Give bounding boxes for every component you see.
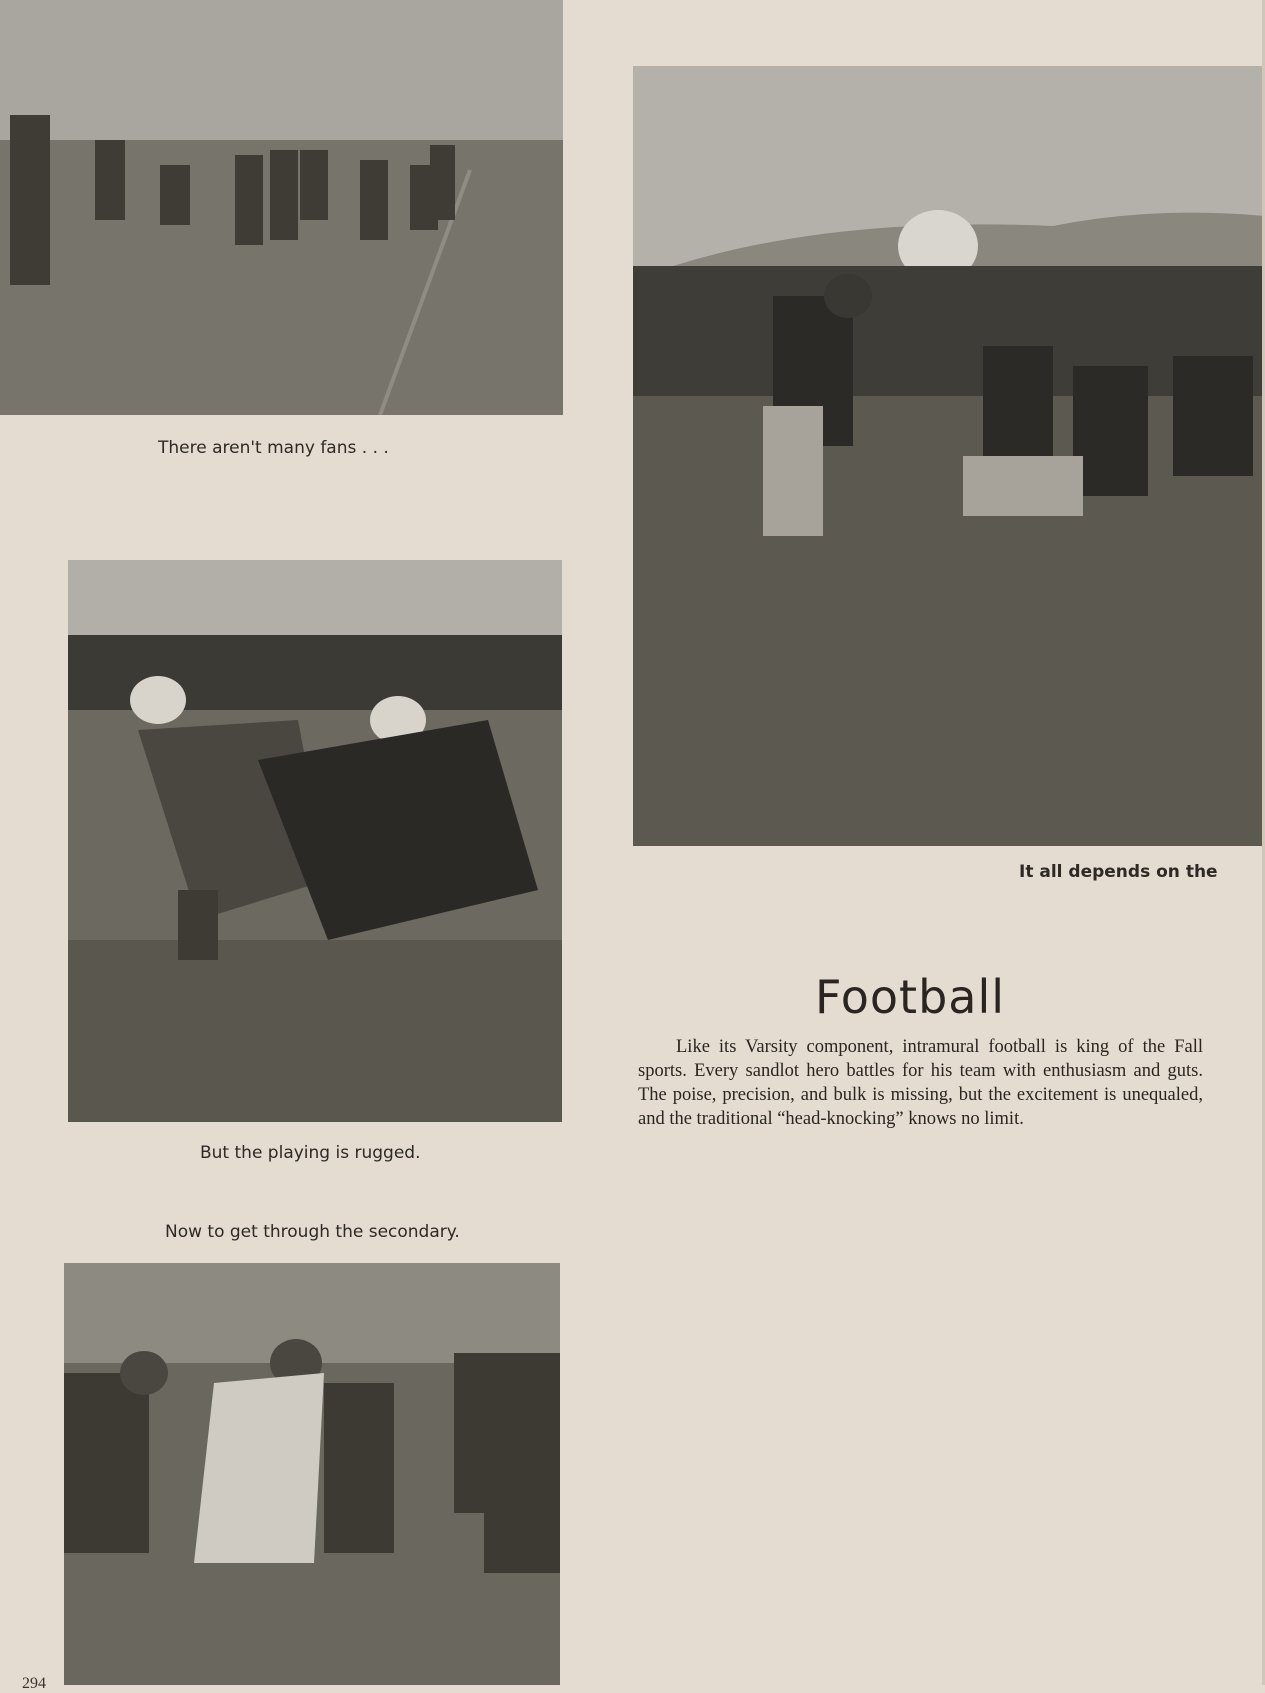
dome-game-photo xyxy=(633,66,1265,846)
photo-depends xyxy=(633,66,1265,846)
article-body: Like its Varsity component, intramural football is king of the Fall sports. Every sandlot hero battles for his team with enthusiasm and guts. The poise, precision, and bulk is missing, but the excitement is unequaled, and the traditional “head-knocking” knows no limit. xyxy=(638,1037,1203,1129)
football-lineup-photo xyxy=(0,0,563,415)
ball-carrier-photo xyxy=(64,1263,560,1685)
photo-secondary xyxy=(64,1263,560,1685)
caption-depends: It all depends on the xyxy=(1019,862,1218,882)
caption-rugged: But the playing is rugged. xyxy=(200,1143,421,1163)
caption-fans: There aren't many fans . . . xyxy=(158,438,389,458)
photo-fans xyxy=(0,0,563,415)
photo-rugged xyxy=(68,560,562,1122)
page-number: 294 xyxy=(22,1675,46,1692)
caption-secondary: Now to get through the secondary. xyxy=(165,1222,460,1242)
article-title: Football xyxy=(814,970,1006,1024)
tackle-photo xyxy=(68,560,562,1122)
